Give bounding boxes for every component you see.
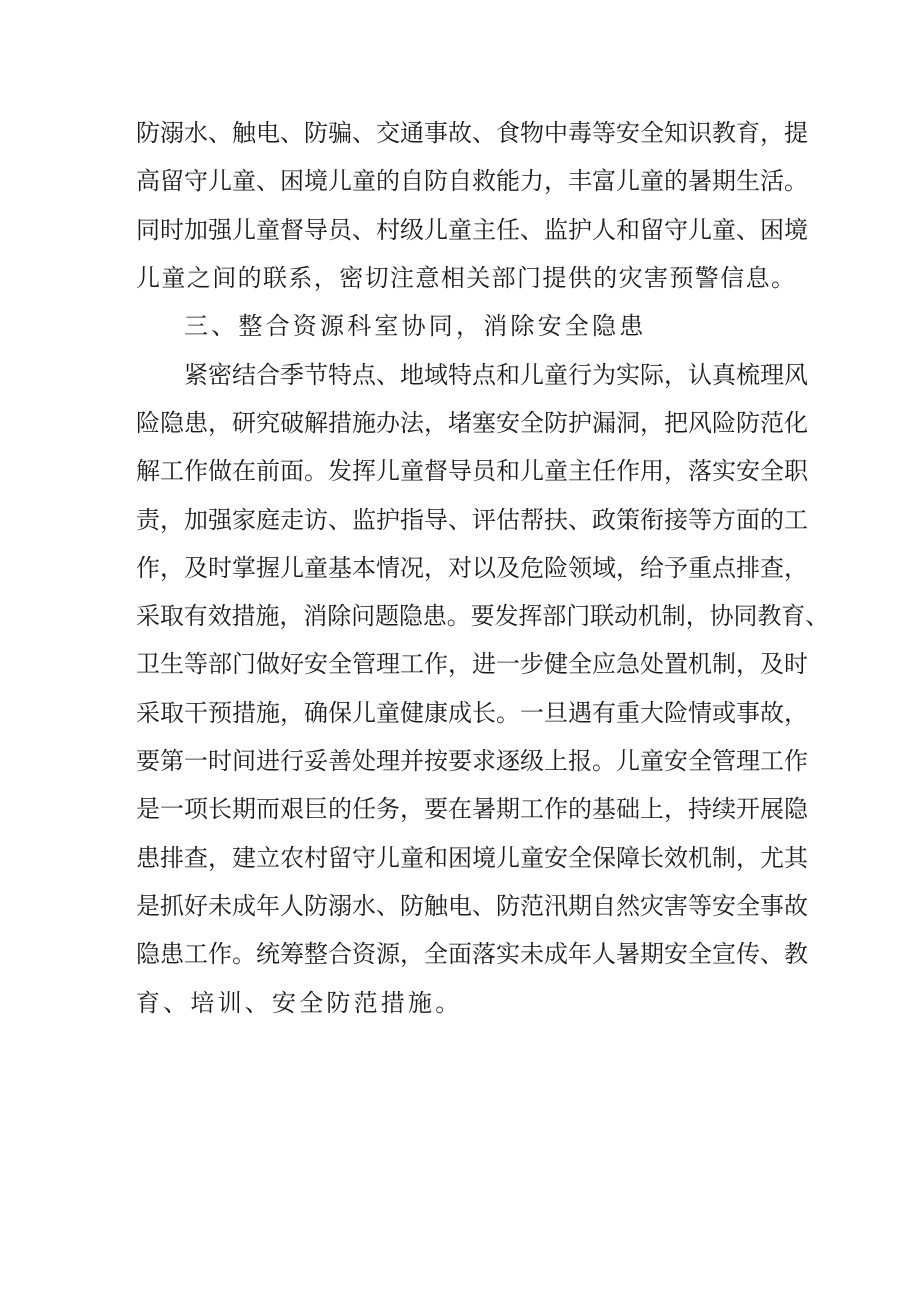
- paragraph-line: 紧密结合季节特点、地域特点和儿童行为实际，认真梳理风: [184, 361, 808, 389]
- paragraph-line: 解工作做在前面。发挥儿童督导员和儿童主任作用，落实安全职: [136, 457, 808, 485]
- paragraph-line: 责，加强家庭走访、监护指导、评估帮扶、政策衔接等方面的工: [136, 506, 808, 534]
- paragraph-line: 患排查，建立农村留守儿童和困境儿童安全保障长效机制，尤其: [136, 844, 808, 872]
- paragraph-line: 儿童之间的联系，密切注意相关部门提供的灾害预警信息。: [136, 264, 797, 292]
- paragraph-line: 卫生等部门做好安全管理工作，进一步健全应急处置机制，及时: [136, 650, 808, 678]
- paragraph-line: 采取干预措施，确保儿童健康成长。一旦遇有重大险情或事故，: [136, 699, 808, 727]
- paragraph-line: 险隐患，研究破解措施办法，堵塞安全防护漏洞，把风险防范化: [136, 409, 808, 437]
- paragraph-line: 育、培训、安全防范措施。: [136, 989, 463, 1017]
- paragraph-line: 防溺水、触电、防骗、交通事故、食物中毒等安全知识教育，提: [136, 119, 808, 147]
- paragraph-line: 是抓好未成年人防溺水、防触电、防范汛期自然灾害等安全事故: [136, 892, 808, 920]
- paragraph-line: 作，及时掌握儿童基本情况，对以及危险领域，给予重点排查，: [136, 554, 808, 582]
- paragraph-line: 采取有效措施，消除问题隐患。要发挥部门联动机制，协同教育、: [136, 602, 830, 630]
- section-heading: 三、整合资源科室协同，消除安全隐患: [184, 312, 647, 340]
- paragraph-line: 隐患工作。统筹整合资源，全面落实未成年人暑期安全宣传、教: [136, 940, 808, 968]
- paragraph-line: 是一项长期而艰巨的任务，要在暑期工作的基础上，持续开展隐: [136, 795, 808, 823]
- paragraph-line: 高留守儿童、困境儿童的自防自救能力，丰富儿童的暑期生活。: [136, 167, 808, 195]
- paragraph-line: 要第一时间进行妥善处理并按要求逐级上报。儿童安全管理工作: [136, 747, 808, 775]
- paragraph-line: 同时加强儿童督导员、村级儿童主任、监护人和留守儿童、困境: [136, 216, 808, 244]
